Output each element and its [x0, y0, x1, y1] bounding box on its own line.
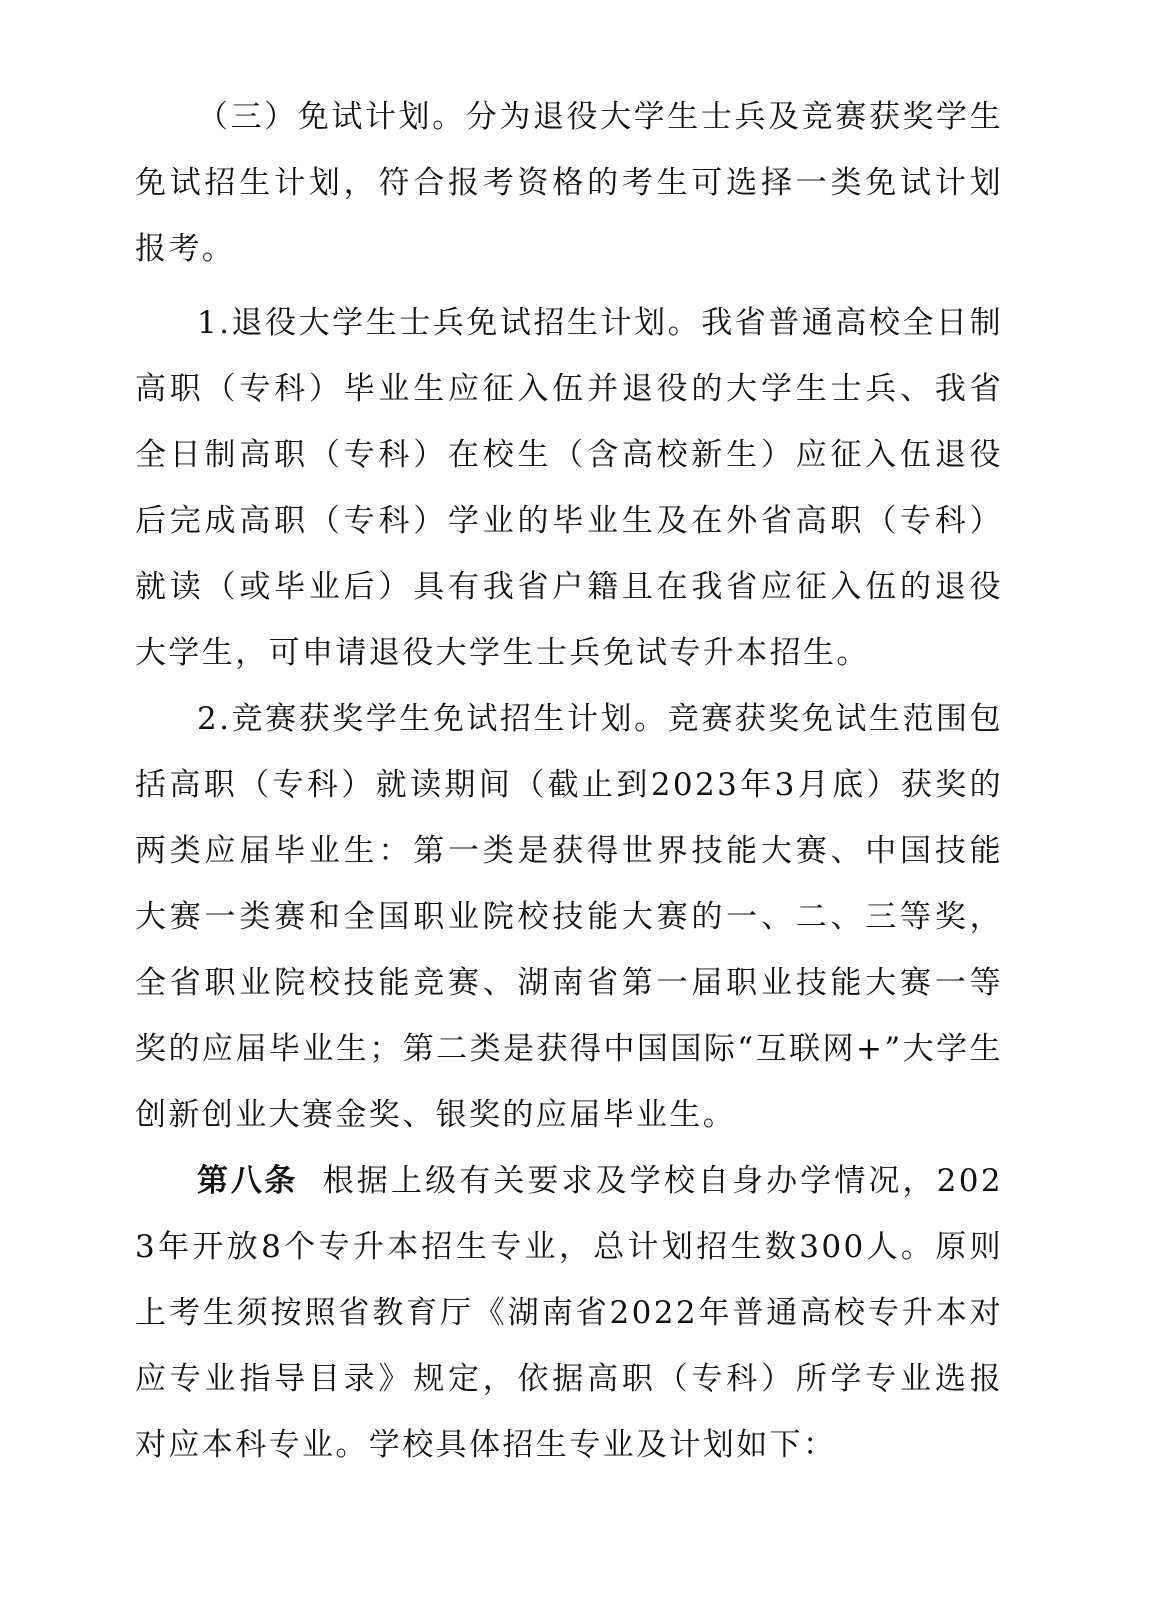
paragraph-section-3: （三）免试计划。分为退役大学生士兵及竞赛获奖学生免试招生计划，符合报考资格的考生可选择一类免试计划报考。: [135, 99, 1003, 267]
paragraph-item-2: 2.竞赛获奖学生免试招生计划。竞赛获奖免试生范围包括高职（专科）就读期间（截止到2023年3月底）获奖的两类应届毕业生：第一类是获得世界技能大赛、中国技能大赛一类赛和全国职业院校技能大赛的一、二、三等奖，全省职业院校技能竞赛、湖南省第一届职业技能大赛一等奖的应届毕业生；第二类是获得中国国际“互联网+”大学生创新创业大赛金奖、银奖的应届毕业生。: [135, 701, 1003, 1133]
paragraph-article-8: [135, 1148, 1003, 1478]
article-heading: 第八条: [197, 1163, 299, 1199]
document-body: [135, 84, 1003, 1478]
paragraph-item-1: 1.退役大学生士兵免试招生计划。我省普通高校全日制高职（专科）毕业生应征入伍并退役的大学生士兵、我省全日制高职（专科）在校生（含高校新生）应征入伍退役后完成高职（专科）学业的毕业生及在外省高职（专科）就读（或毕业后）具有我省户籍且在我省应征入伍的退役大学生，可申请退役大学生士兵免试专升本招生。: [135, 305, 1003, 671]
article-text: 根据上级有关要求及学校自身办学情况，2023年开放8个专升本招生专业，总计划招生数300人。原则上考生须按照省教育厅《湖南省2022年普通高校专升本对应专业指导目录》规定，依据高职（专科）所学专业选报对应本科专业。学校具体招生专业及计划如下：: [135, 1163, 1003, 1463]
